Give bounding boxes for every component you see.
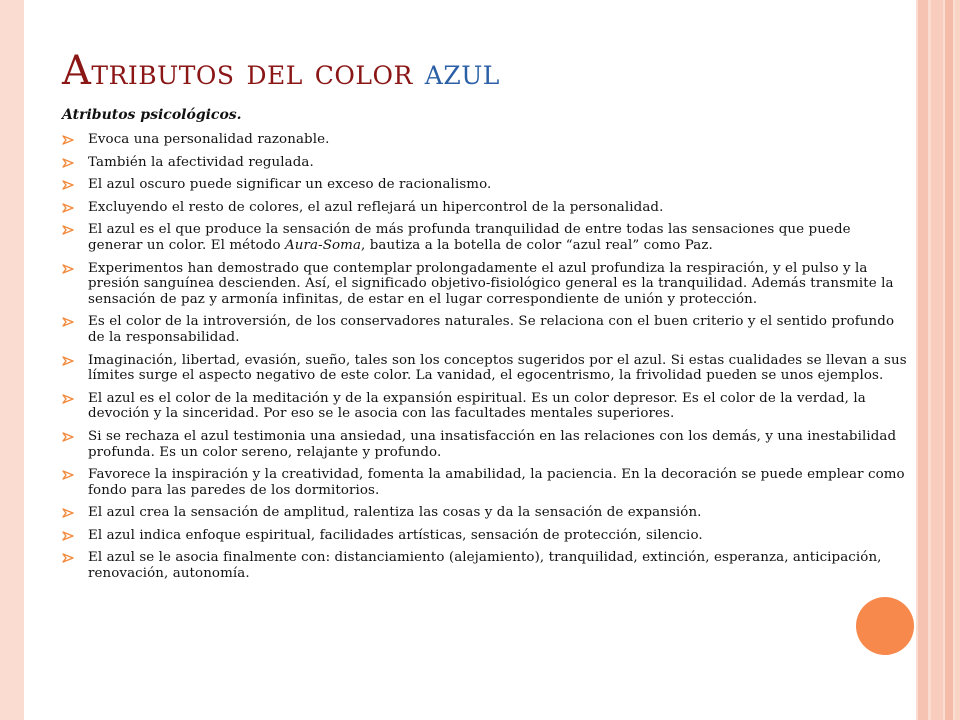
section-subheading: Atributos psicológicos. bbox=[62, 107, 242, 123]
decor-stripe bbox=[955, 0, 960, 720]
bullet-item bbox=[62, 467, 908, 498]
bullet-item bbox=[62, 222, 908, 253]
bullet-text: El azul es el color de la meditación y de la expansión espiritual. Es un color depresor. Es el color de la verdad, la devoción y la sinceridad. Por eso se le asocia con las facultades mentales superiores. bbox=[88, 390, 866, 422]
title-first-letter: A bbox=[62, 48, 92, 94]
bullet-item bbox=[62, 177, 908, 193]
bullet-marker-icon bbox=[62, 553, 74, 563]
bullet-item bbox=[62, 528, 908, 544]
bullet-list bbox=[62, 132, 908, 589]
bullet-text: El azul es el que produce la sensación de más profunda tranquilidad de entre todas las sensaciones que puede generar un color. El método bbox=[88, 222, 851, 253]
bullet-emphasis: Aura-Soma bbox=[285, 237, 362, 253]
bullet-marker-icon bbox=[62, 180, 74, 190]
bullet-marker-icon bbox=[62, 135, 74, 145]
bullet-marker-icon bbox=[62, 203, 74, 213]
bullet-item bbox=[62, 200, 908, 216]
bullet-text: Si se rechaza el azul testimonia una ansiedad, una insatisfacción en las relaciones con los demás, y una inestabilidad profunda. Es un color sereno, relajante y profundo. bbox=[88, 428, 897, 460]
bullet-marker-icon bbox=[62, 264, 74, 274]
bullet-text: Favorece la inspiración y la creatividad, fomenta la amabilidad, la paciencia. En la decoración se puede emplear como fondo para las paredes de los dormitorios. bbox=[88, 467, 905, 498]
bullet-marker-icon bbox=[62, 317, 74, 327]
bullet-item bbox=[62, 505, 908, 521]
orange-circle-decoration bbox=[856, 597, 914, 655]
bullet-marker-icon bbox=[62, 432, 74, 442]
bullet-item bbox=[62, 261, 908, 308]
bullet-item bbox=[62, 155, 908, 171]
bullet-text: , bautiza a la botella de color “azul real” como Paz. bbox=[361, 237, 713, 253]
bullet-item bbox=[62, 314, 908, 345]
decor-stripe bbox=[918, 0, 928, 720]
bullet-marker-icon bbox=[62, 508, 74, 518]
title-text: tributos del color bbox=[91, 52, 425, 93]
bullet-text: El azul crea la sensación de amplitud, ralentiza las cosas y da la sensación de expansión. bbox=[88, 505, 702, 521]
bullet-marker-icon bbox=[62, 394, 74, 404]
bullet-text: Imaginación, libertad, evasión, sueño, tales son los conceptos sugeridos por el azul. Si estas cualidades se llevan a sus límites surge el aspecto negativo de este color. La vanidad, el egocentrismo, la frivolidad pueden se unos ejemplos. bbox=[88, 352, 907, 384]
decor-stripe bbox=[945, 0, 953, 720]
bullet-text: Experimentos han demostrado que contemplar prolongadamente el azul profundiza la respiración, y el pulso y la presión sanguínea descienden. Así, el significado objetivo-fisiológico general es la tranquilidad. Además transmite la sensación de paz y armonía infinitas, de estar en el lugar correspondiente de unión y protección. bbox=[88, 260, 894, 307]
bullet-marker-icon bbox=[62, 356, 74, 366]
slide-content bbox=[24, 0, 916, 720]
bullet-marker-icon bbox=[62, 470, 74, 480]
bullet-marker-icon bbox=[62, 531, 74, 541]
bullet-text: Es el color de la introversión, de los conservadores naturales. Se relaciona con el buen criterio y el sentido profundo de la responsabilidad. bbox=[88, 314, 895, 345]
bullet-text: También la afectividad regulada. bbox=[88, 154, 314, 170]
bullet-item bbox=[62, 132, 908, 148]
bullet-text: Excluyendo el resto de colores, el azul reflejará un hipercontrol de la personalidad. bbox=[88, 199, 664, 215]
bullet-text: El azul se le asocia finalmente con: distanciamiento (alejamiento), tranquilidad, extinción, esperanza, anticipación, renovación, autonomía. bbox=[88, 550, 882, 582]
slide-title bbox=[62, 48, 500, 94]
bullet-item bbox=[62, 429, 908, 460]
bullet-marker-icon bbox=[62, 225, 74, 235]
bullet-text: El azul indica enfoque espiritual, facilidades artísticas, sensación de protección, silencio. bbox=[88, 527, 703, 543]
bullet-text: Evoca una personalidad razonable. bbox=[88, 132, 330, 147]
bullet-item bbox=[62, 550, 908, 581]
bullet-item bbox=[62, 353, 908, 384]
bullet-text: El azul oscuro puede significar un exceso de racionalismo. bbox=[88, 177, 492, 193]
decor-stripe bbox=[931, 0, 943, 720]
bullet-marker-icon bbox=[62, 158, 74, 168]
bullet-item bbox=[62, 391, 908, 422]
title-accent-word: azul bbox=[424, 52, 500, 93]
